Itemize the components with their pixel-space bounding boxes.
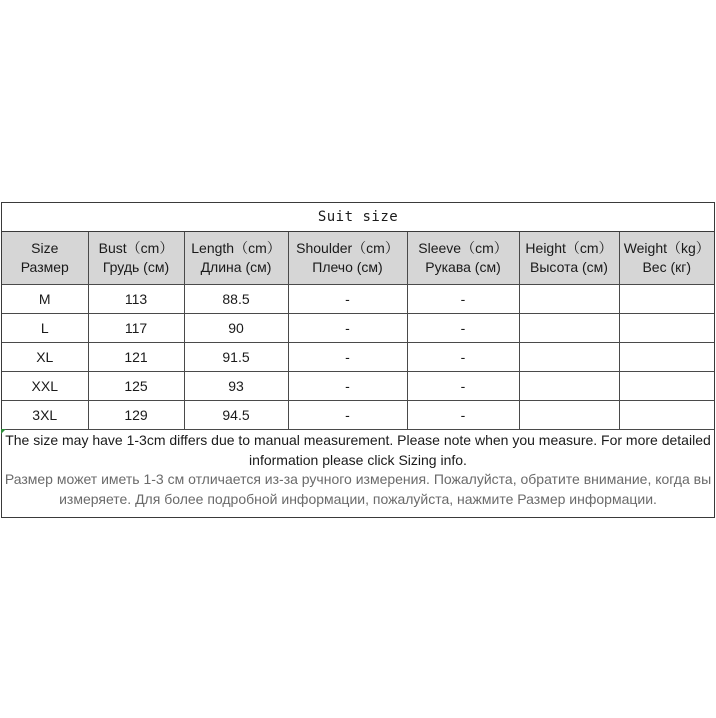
column-header-label-ru: Плечо (см)	[312, 259, 383, 275]
weight-cell	[619, 401, 714, 430]
comment-marker-icon	[1, 429, 6, 434]
weight-cell	[619, 285, 714, 314]
bust-cell: 125	[88, 372, 184, 401]
column-header-label-ru: Длина (см)	[200, 259, 272, 275]
column-header-label-en: Weight（kg）	[623, 240, 710, 256]
size-cell: XL	[2, 343, 88, 372]
sleeve-cell: -	[407, 343, 519, 372]
table-row	[2, 343, 714, 372]
shoulder-cell: -	[288, 314, 407, 343]
length-cell: 94.5	[184, 401, 288, 430]
note-english: The size may have 1-3cm differs due to manual measurement. Please note when you measure. For more detailed information please click Sizing info.	[5, 432, 711, 468]
size-cell: M	[2, 285, 88, 314]
height-cell	[519, 372, 619, 401]
column-header-label-en: Length（cm）	[191, 240, 281, 256]
column-header-label-ru: Грудь (см)	[102, 259, 170, 275]
size-cell: 3XL	[2, 401, 88, 430]
shoulder-cell: -	[288, 285, 407, 314]
bust-cell: 121	[88, 343, 184, 372]
column-header-label-ru: Рукава (см)	[425, 259, 501, 275]
column-header-label-en: Size	[31, 240, 59, 256]
chart-title: Suit size	[2, 203, 714, 232]
length-cell: 91.5	[184, 343, 288, 372]
measurement-note	[2, 430, 714, 509]
table-row	[2, 401, 714, 430]
column-header-length	[184, 232, 288, 285]
column-header-shoulder	[288, 232, 407, 285]
size-cell: L	[2, 314, 88, 343]
column-header-label-ru: Размер	[20, 259, 69, 275]
size-chart	[1, 202, 715, 518]
sleeve-cell: -	[407, 372, 519, 401]
height-cell	[519, 343, 619, 372]
length-cell: 90	[184, 314, 288, 343]
bust-cell: 113	[88, 285, 184, 314]
sleeve-cell: -	[407, 314, 519, 343]
height-cell	[519, 401, 619, 430]
shoulder-cell: -	[288, 401, 407, 430]
note-russian: Размер может иметь 1-3 см отличается из-за ручного измерения. Пожалуйста, обратите внимание, когда вы измеряете. Для более подробной информации, пожалуйста, нажмите Размер информации.	[4, 471, 712, 507]
bust-cell: 117	[88, 314, 184, 343]
height-cell	[519, 314, 619, 343]
size-cell: XXL	[2, 372, 88, 401]
column-header-label-en: Shoulder（cm）	[296, 240, 399, 256]
column-header-height	[519, 232, 619, 285]
size-table	[2, 232, 714, 430]
column-header-size	[2, 232, 88, 285]
height-cell	[519, 285, 619, 314]
table-row	[2, 285, 714, 314]
weight-cell	[619, 314, 714, 343]
header-row	[2, 232, 714, 285]
column-header-label-en: Height（cm）	[525, 240, 613, 256]
sleeve-cell: -	[407, 285, 519, 314]
column-header-weight	[619, 232, 714, 285]
column-header-bust	[88, 232, 184, 285]
shoulder-cell: -	[288, 343, 407, 372]
bust-cell: 129	[88, 401, 184, 430]
column-header-sleeve	[407, 232, 519, 285]
weight-cell	[619, 372, 714, 401]
table-row	[2, 372, 714, 401]
weight-cell	[619, 343, 714, 372]
shoulder-cell: -	[288, 372, 407, 401]
column-header-label-en: Bust（cm）	[98, 240, 174, 256]
column-header-label-ru: Вес (кг)	[642, 259, 692, 275]
column-header-label-ru: Высота (см)	[530, 259, 608, 275]
table-row	[2, 314, 714, 343]
sleeve-cell: -	[407, 401, 519, 430]
length-cell: 88.5	[184, 285, 288, 314]
column-header-label-en: Sleeve（cm）	[418, 240, 508, 256]
length-cell: 93	[184, 372, 288, 401]
